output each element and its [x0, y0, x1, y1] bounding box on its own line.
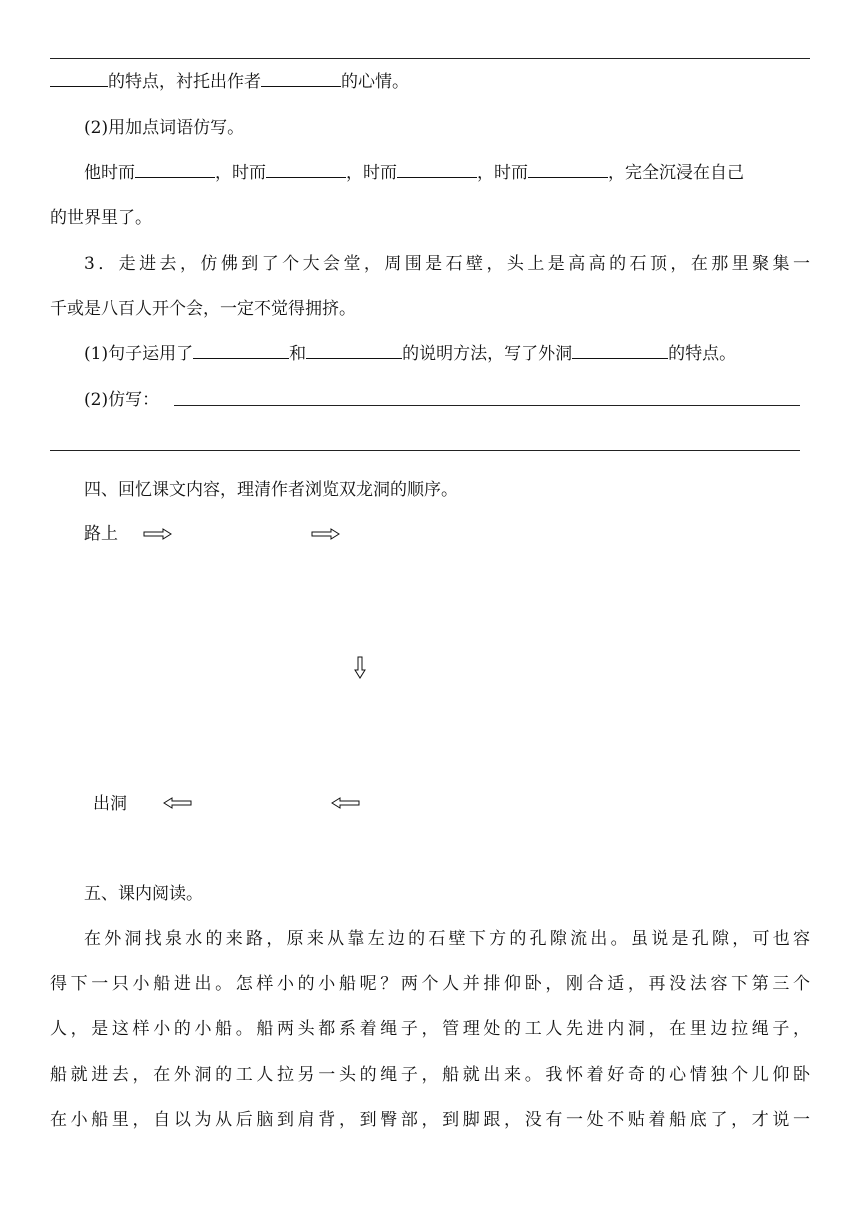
- answer-blank[interactable]: [306, 342, 402, 359]
- flow-end-label: 出洞: [93, 794, 127, 814]
- answer-blank[interactable]: [261, 70, 341, 87]
- section5-title: 五、课内阅读。: [84, 884, 203, 904]
- reading-line: 人，是这样小的小船。船两头都系着绳子，管理处的工人先进内洞，在里边拉绳子，: [50, 1019, 810, 1039]
- reading-line: 在外洞找泉水的来路，原来从靠左边的石壁下方的孔隙流出。虽说是孔隙，可也容: [84, 929, 810, 949]
- answer-line[interactable]: [50, 450, 800, 451]
- q2-line1: 的特点，衬托出作者 的心情。: [50, 70, 810, 94]
- answer-blank[interactable]: [50, 70, 108, 87]
- answer-blank[interactable]: [266, 161, 346, 178]
- right-arrow-icon: [143, 528, 173, 540]
- left-arrow-icon: [330, 797, 360, 809]
- q3-sentence-line2: 千或是八百人开个会，一定不觉得拥挤。: [50, 299, 356, 319]
- answer-blank[interactable]: [572, 342, 668, 359]
- reading-line: 得下一只小船进出。怎样小的小船呢？两个人并排仰卧，刚合适，再没法容下第三个: [50, 974, 810, 994]
- down-arrow-icon: [354, 656, 366, 680]
- answer-blank[interactable]: [193, 342, 289, 359]
- q3-sentence-line1: 3．走进去，仿佛到了个大会堂，周围是石壁，头上是高高的石顶，在那里聚集一: [84, 254, 810, 274]
- answer-line[interactable]: [174, 405, 800, 406]
- answer-blank[interactable]: [528, 161, 608, 178]
- answer-blank[interactable]: [135, 161, 215, 178]
- q3-sub1: (1)句子运用了 和 的说明方法，写了外洞 的特点。: [84, 344, 737, 364]
- right-arrow-icon: [311, 528, 341, 540]
- q2-sub2: (2)用加点词语仿写。: [84, 118, 245, 138]
- q2-fill-cont: 的世界里了。: [50, 208, 152, 228]
- reading-line: 在小船里，自以为从后脑到肩背，到臀部，到脚跟，没有一处不贴着船底了，才说一: [50, 1110, 810, 1130]
- flow-start-label: 路上: [84, 524, 118, 544]
- q3-sub2: (2)仿写：: [84, 390, 160, 410]
- left-arrow-icon: [162, 797, 192, 809]
- answer-blank[interactable]: [397, 161, 477, 178]
- reading-line: 船就进去，在外洞的工人拉另一头的绳子，船就出来。我怀着好奇的心情独个儿仰卧: [50, 1065, 810, 1085]
- header-rule: [50, 58, 810, 59]
- q2-fill-line: 他时而 ，时而 ，时而 ，时而 ，完全沉浸在自己: [84, 163, 744, 183]
- section4-title: 四、回忆课文内容，理清作者浏览双龙洞的顺序。: [84, 480, 458, 500]
